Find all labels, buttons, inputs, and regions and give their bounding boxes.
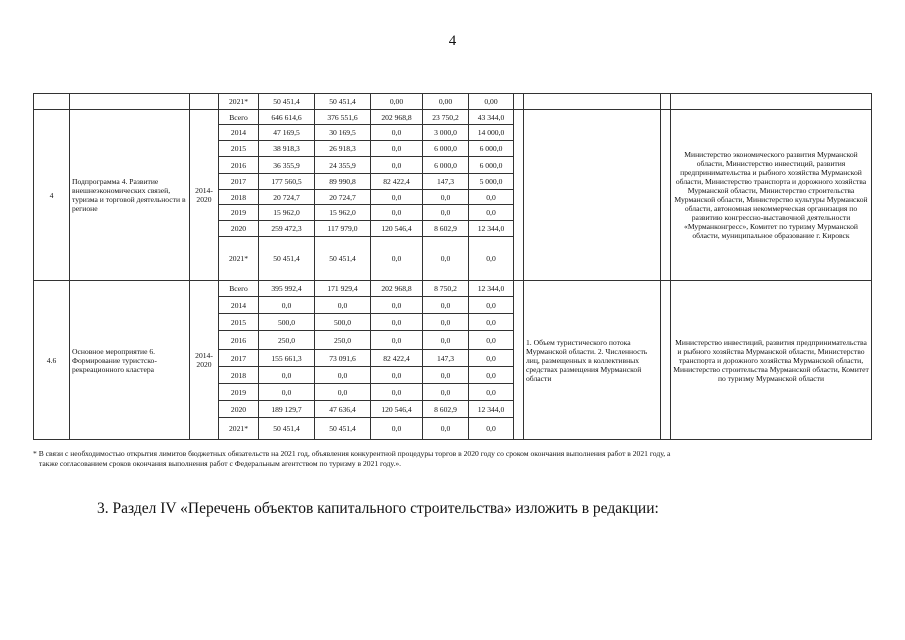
value-cell: 0,0 xyxy=(371,367,423,384)
value-cell: 23 750,2 xyxy=(423,110,469,125)
indicator-cell xyxy=(524,110,661,281)
value-cell: 50 451,4 xyxy=(315,418,371,440)
ministry-cell: Министерство инвестиций, развития предпринимательства и рыбного хозяйства Мурманской области, Министерство транспорта и дорожного хозяйства Мурманской области, Министерство строительства Мурманской области, Комитет по туризму Мурманской области xyxy=(671,281,872,440)
value-cell: 155 661,3 xyxy=(259,350,315,367)
value-cell: 0,0 xyxy=(469,418,514,440)
value-cell: 0,0 xyxy=(469,297,514,314)
year-cell: Всего xyxy=(219,110,259,125)
value-cell: 50 451,4 xyxy=(259,418,315,440)
value-cell: 0,0 xyxy=(259,384,315,401)
value-cell: 0,0 xyxy=(371,331,423,350)
year-cell: 2014 xyxy=(219,125,259,141)
year-cell: 2021* xyxy=(219,94,259,110)
year-cell: 2020 xyxy=(219,401,259,418)
value-cell: 0,0 xyxy=(469,314,514,331)
year-cell: 2016 xyxy=(219,331,259,350)
value-cell: 6 000,0 xyxy=(423,157,469,174)
value-cell: 0,0 xyxy=(469,331,514,350)
value-cell: 0,0 xyxy=(423,237,469,281)
spacer-cell xyxy=(514,110,524,281)
year-cell: 2015 xyxy=(219,141,259,157)
value-cell: 147,3 xyxy=(423,350,469,367)
value-cell: 0,0 xyxy=(371,297,423,314)
item-period: 2014-2020 xyxy=(190,281,219,440)
value-cell: 82 422,4 xyxy=(371,174,423,190)
num-cell xyxy=(34,94,70,110)
value-cell: 376 551,6 xyxy=(315,110,371,125)
value-cell: 250,0 xyxy=(315,331,371,350)
value-cell: 202 968,8 xyxy=(371,110,423,125)
value-cell: 20 724,7 xyxy=(315,190,371,205)
value-cell: 47 636,4 xyxy=(315,401,371,418)
value-cell: 50 451,4 xyxy=(259,237,315,281)
program-table xyxy=(33,93,872,440)
value-cell: 8 602,9 xyxy=(423,401,469,418)
page-number: 4 xyxy=(448,33,457,49)
footnote-line-1: * В связи с необходимостью открытия лимитов бюджетных обязательств на 2021 год, объявления конкурентной процедуры торгов в 2020 году со сроком окончания выполнения работ в 2021 году, а xyxy=(33,449,671,458)
value-cell: 0,0 xyxy=(469,205,514,221)
value-cell: 73 091,6 xyxy=(315,350,371,367)
year-cell: 2017 xyxy=(219,350,259,367)
value-cell: 0,0 xyxy=(469,367,514,384)
value-cell: 0,0 xyxy=(371,237,423,281)
value-cell: 0,00 xyxy=(371,94,423,110)
year-cell: 2021* xyxy=(219,418,259,440)
item-name: Подпрограмма 4. Развитие внешнеэкономических связей, туризма и торговой деятельности в регионе xyxy=(70,110,190,281)
value-cell: 6 000,0 xyxy=(469,157,514,174)
ministry-cell: Министерство экономического развития Мурманской области, Министерство инвестиций, развития предпринимательства и рыбного хозяйства Мурманской области, Министерство транспорта и дорожного хозяйства Мурманской области, Министерство строительства Мурманской области, Министерство культуры Мурманской области, автономная некоммерческая организация по развитию конгрессно-выставочной деятельности «Мурманконгресс», Комитет по туризму Мурманской области, муниципальное образование г. Кировск xyxy=(671,110,872,281)
value-cell: 120 546,4 xyxy=(371,221,423,237)
value-cell: 0,0 xyxy=(423,418,469,440)
value-cell: 202 968,8 xyxy=(371,281,423,297)
value-cell: 0,0 xyxy=(315,384,371,401)
value-cell: 0,0 xyxy=(423,384,469,401)
value-cell: 0,0 xyxy=(423,331,469,350)
year-cell: 2021* xyxy=(219,237,259,281)
value-cell: 15 962,0 xyxy=(315,205,371,221)
item-period: 2014-2020 xyxy=(190,110,219,281)
table-row xyxy=(34,94,872,110)
value-cell: 117 979,0 xyxy=(315,221,371,237)
year-cell: 2014 xyxy=(219,297,259,314)
item-number: 4 xyxy=(34,110,70,281)
period-cell xyxy=(190,94,219,110)
value-cell: 189 129,7 xyxy=(259,401,315,418)
value-cell: 8 750,2 xyxy=(423,281,469,297)
year-cell: 2018 xyxy=(219,190,259,205)
ministry-cell xyxy=(671,94,872,110)
section-heading: 3. Раздел IV «Перечень объектов капитального строительства» изложить в редакции: xyxy=(97,500,659,517)
spacer-cell xyxy=(661,110,671,281)
spacer-cell xyxy=(661,94,671,110)
value-cell: 0,0 xyxy=(423,205,469,221)
table-row xyxy=(34,110,872,125)
value-cell: 0,0 xyxy=(423,367,469,384)
value-cell: 26 918,3 xyxy=(315,141,371,157)
value-cell: 50 451,4 xyxy=(315,94,371,110)
value-cell: 0,00 xyxy=(423,94,469,110)
value-cell: 171 929,4 xyxy=(315,281,371,297)
year-cell: 2019 xyxy=(219,205,259,221)
table-row xyxy=(34,281,872,297)
value-cell: 250,0 xyxy=(259,331,315,350)
value-cell: 0,0 xyxy=(259,367,315,384)
value-cell: 0,0 xyxy=(423,314,469,331)
value-cell: 0,0 xyxy=(371,125,423,141)
value-cell: 6 000,0 xyxy=(469,141,514,157)
item-name: Основное мероприятие 6. Формирование туристско-рекреационного кластера xyxy=(70,281,190,440)
year-cell: 2016 xyxy=(219,157,259,174)
value-cell: 14 000,0 xyxy=(469,125,514,141)
value-cell: 0,0 xyxy=(469,350,514,367)
value-cell: 147,3 xyxy=(423,174,469,190)
value-cell: 0,0 xyxy=(371,190,423,205)
name-cell xyxy=(70,94,190,110)
value-cell: 8 602,9 xyxy=(423,221,469,237)
value-cell: 0,0 xyxy=(469,190,514,205)
year-cell: Всего xyxy=(219,281,259,297)
item-number: 4.6 xyxy=(34,281,70,440)
value-cell: 0,0 xyxy=(259,297,315,314)
value-cell: 0,0 xyxy=(371,418,423,440)
value-cell: 50 451,4 xyxy=(259,94,315,110)
indicator-cell: 1. Объем туристического потока Мурманской области. 2. Численность лиц, размещенных в коллективных средствах размещения Мурманской области xyxy=(524,281,661,440)
year-cell: 2015 xyxy=(219,314,259,331)
year-cell: 2017 xyxy=(219,174,259,190)
value-cell: 0,0 xyxy=(371,314,423,331)
spacer-cell xyxy=(661,281,671,440)
value-cell: 82 422,4 xyxy=(371,350,423,367)
value-cell: 0,0 xyxy=(423,297,469,314)
value-cell: 0,0 xyxy=(371,141,423,157)
value-cell: 89 990,8 xyxy=(315,174,371,190)
value-cell: 43 344,0 xyxy=(469,110,514,125)
year-cell: 2020 xyxy=(219,221,259,237)
value-cell: 20 724,7 xyxy=(259,190,315,205)
spacer-cell xyxy=(514,281,524,440)
value-cell: 0,0 xyxy=(371,157,423,174)
value-cell: 6 000,0 xyxy=(423,141,469,157)
value-cell: 120 546,4 xyxy=(371,401,423,418)
value-cell: 500,0 xyxy=(315,314,371,331)
value-cell: 0,00 xyxy=(469,94,514,110)
value-cell: 38 918,3 xyxy=(259,141,315,157)
value-cell: 50 451,4 xyxy=(315,237,371,281)
value-cell: 0,0 xyxy=(371,205,423,221)
value-cell: 177 560,5 xyxy=(259,174,315,190)
value-cell: 3 000,0 xyxy=(423,125,469,141)
year-cell: 2019 xyxy=(219,384,259,401)
value-cell: 259 472,3 xyxy=(259,221,315,237)
value-cell: 0,0 xyxy=(371,384,423,401)
value-cell: 12 344,0 xyxy=(469,221,514,237)
footnote-line-2: также согласованием сроков окончания выполнения работ с Федеральным агентством по туризму в 2021 году.». xyxy=(39,459,402,468)
value-cell: 0,0 xyxy=(315,297,371,314)
value-cell: 646 614,6 xyxy=(259,110,315,125)
value-cell: 0,0 xyxy=(469,384,514,401)
value-cell: 0,0 xyxy=(469,237,514,281)
value-cell: 30 169,5 xyxy=(315,125,371,141)
value-cell: 12 344,0 xyxy=(469,401,514,418)
value-cell: 0,0 xyxy=(423,190,469,205)
year-cell: 2018 xyxy=(219,367,259,384)
value-cell: 15 962,0 xyxy=(259,205,315,221)
value-cell: 12 344,0 xyxy=(469,281,514,297)
indicator-cell xyxy=(524,94,661,110)
spacer-cell xyxy=(514,94,524,110)
value-cell: 395 992,4 xyxy=(259,281,315,297)
value-cell: 500,0 xyxy=(259,314,315,331)
value-cell: 47 169,5 xyxy=(259,125,315,141)
value-cell: 24 355,9 xyxy=(315,157,371,174)
value-cell: 0,0 xyxy=(315,367,371,384)
footnote xyxy=(33,449,853,469)
value-cell: 5 000,0 xyxy=(469,174,514,190)
value-cell: 36 355,9 xyxy=(259,157,315,174)
